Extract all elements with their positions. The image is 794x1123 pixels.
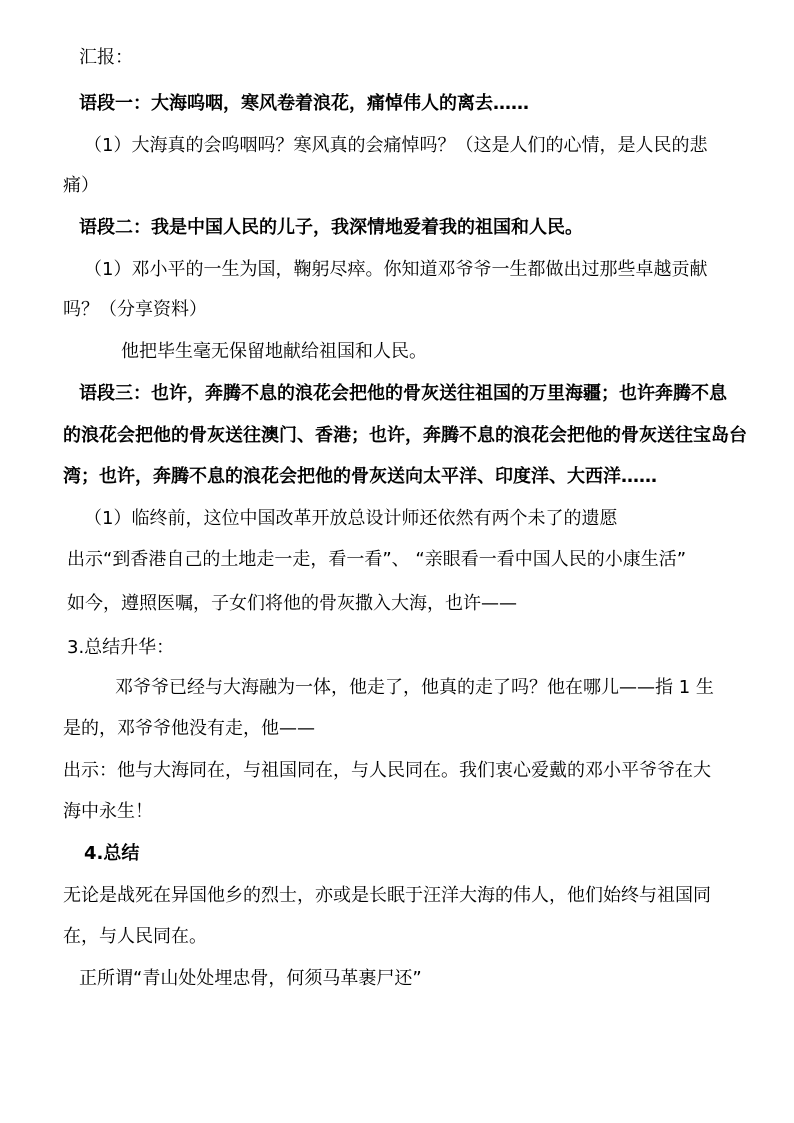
conclusion-line-2: 在，与人民同在。 [63,926,207,947]
passage-two-question-line-2: 吗？（分享资料） [63,299,207,320]
passage-three-line-3: 湾；也许，奔腾不息的浪花会把他的骨灰送向太平洋、印度洋、大西洋…… [63,466,657,487]
ashes-line: 如今，遵照医嘱，子女们将他的骨灰撒入大海，也许—— [67,593,517,614]
passage-two-answer: 他把毕生毫无保留地献给祖国和人民。 [121,341,427,362]
passage-one-question-line-1: （1）大海真的会呜咽吗？寒风真的会痛悼吗？（这是人们的心情，是人民的悲 [84,135,708,156]
passage-one-question-line-2: 痛） [63,175,99,196]
wishes-display: 出示“到香港自己的土地走一走，看一看”、 “亲眼看一看中国人民的小康生活” [67,549,687,570]
conclusion-heading: 4.总结 [84,843,140,864]
summary-heading: 3.总结升华： [67,637,175,658]
summary-answer: 是的，邓爷爷他没有走，他—— [63,718,315,739]
passage-three-line-1: 语段三：也许，奔腾不息的浪花会把他的骨灰送往祖国的万里海疆；也许奔腾不息 [79,383,727,404]
summary-display-line-2: 海中永生！ [63,801,153,822]
conclusion-line-1: 无论是战死在异国他乡的烈士，亦或是长眠于汪洋大海的伟人，他们始终与祖国同 [63,885,711,906]
summary-question: 邓爷爷已经与大海融为一体，他走了，他真的走了吗？他在哪儿——指 1 生 [115,677,714,698]
passage-two-question-line-1: （1）邓小平的一生为国，鞠躬尽瘁。你知道邓爷爷一生都做出过那些卓越贡献 [84,259,708,280]
passage-three-line-2: 的浪花会把他的骨灰送往澳门、香港；也许，奔腾不息的浪花会把他的骨灰送往宝岛台 [63,425,747,446]
closing-quote: 正所谓“青山处处埋忠骨，何须马革裹尸还” [79,968,422,989]
summary-display-line-1: 出示：他与大海同在，与祖国同在，与人民同在。我们衷心爱戴的邓小平爷爷在大 [63,760,711,781]
passage-three-question: （1）临终前，这位中国改革开放总设计师还依然有两个未了的遗愿 [84,508,618,529]
passage-one-heading: 语段一：大海呜咽，寒风卷着浪花，痛悼伟人的离去…… [79,93,529,114]
report-heading: 汇报： [79,47,133,68]
passage-two-heading: 语段二：我是中国人民的儿子，我深情地爱着我的祖国和人民。 [79,217,583,238]
